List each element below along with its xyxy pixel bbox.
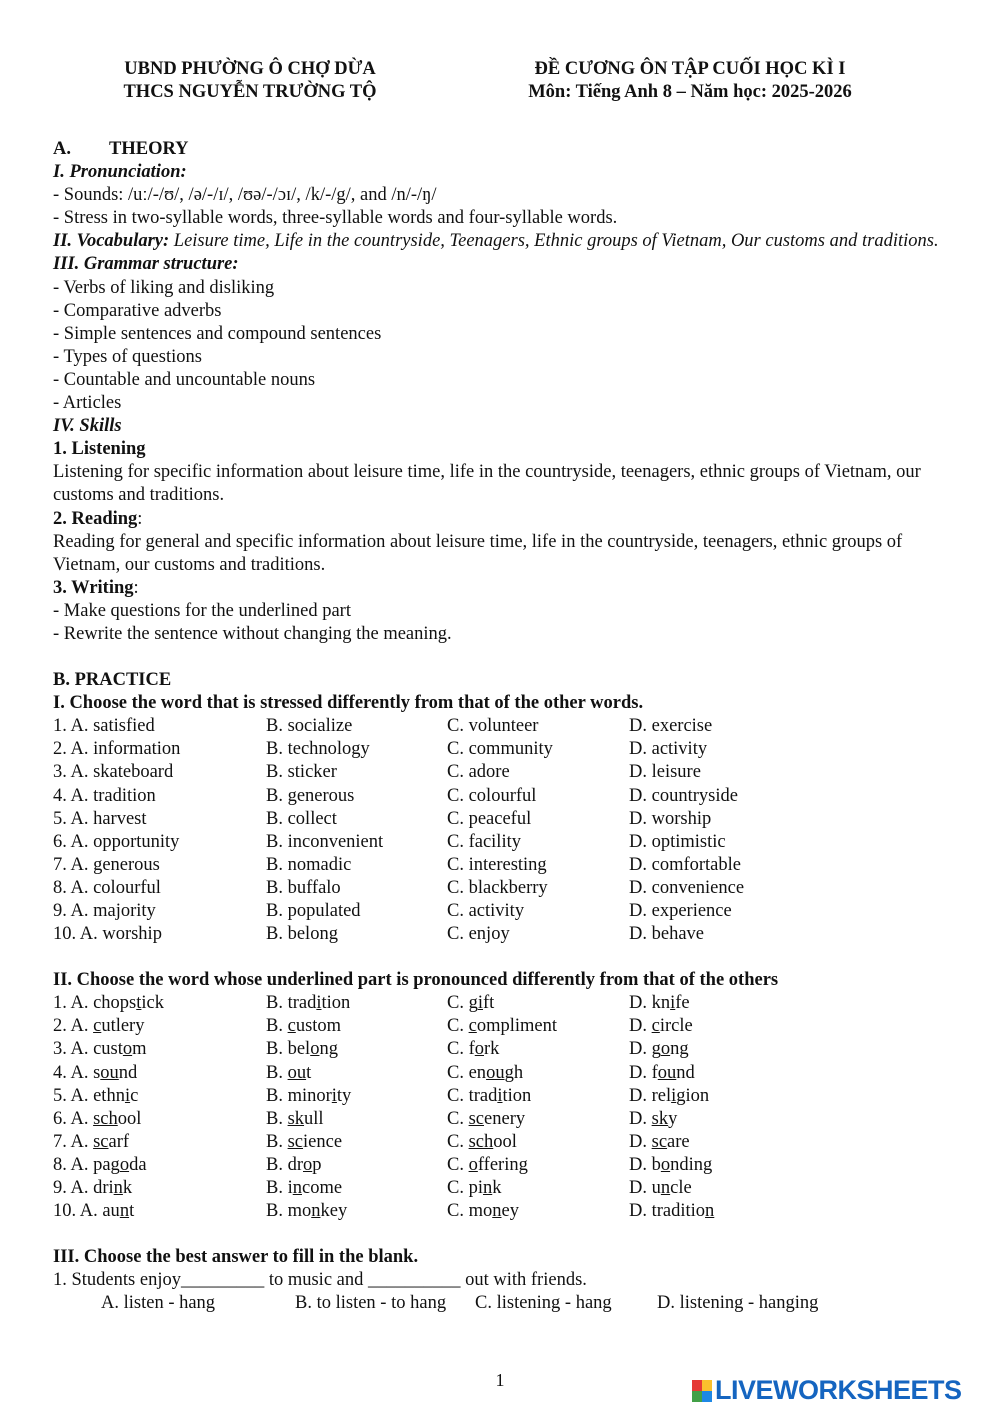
question-row: [53, 715, 973, 738]
question-row: [53, 738, 973, 761]
answer-option[interactable]: D. found: [629, 1062, 695, 1083]
answer-option[interactable]: C. compliment: [447, 1016, 557, 1037]
answer-option[interactable]: B. skull: [266, 1108, 324, 1129]
answer-option[interactable]: D. sky: [629, 1108, 678, 1129]
answer-option[interactable]: B. sticker: [266, 762, 337, 783]
answer-option[interactable]: B. buffalo: [266, 877, 341, 898]
writing-title-line: 3. Writing:: [53, 577, 139, 598]
underlined-part: n: [113, 1178, 123, 1199]
underlined-part: i: [316, 993, 322, 1014]
underlined-part: i: [477, 993, 483, 1014]
underlined-part: sch: [93, 1108, 118, 1129]
answer-option[interactable]: D. optimistic: [629, 831, 726, 852]
answer-option[interactable]: C. interesting: [447, 854, 547, 875]
underlined-part: n: [492, 1201, 502, 1222]
answer-option[interactable]: D. circle: [629, 1016, 693, 1037]
question-row: [53, 1038, 973, 1061]
pronunciation-title: I. Pronunciation:: [53, 162, 187, 183]
underlined-part: sk: [651, 1108, 669, 1129]
answer-option[interactable]: B. technology: [266, 739, 370, 760]
reading-text: Reading for general and specific information about leisure time, life in the countryside, teenagers, ethnic groups of Vietnam, our customs and traditions.: [53, 531, 903, 575]
answer-option[interactable]: B. nomadic: [266, 854, 352, 875]
grammar-item: - Countable and uncountable nouns: [53, 369, 316, 390]
question-row: [53, 877, 973, 900]
answer-option[interactable]: B. collect: [266, 808, 337, 829]
underlined-part: o: [303, 1154, 313, 1175]
answer-option[interactable]: D. religion: [629, 1085, 710, 1106]
answer-option[interactable]: C. enough: [447, 1062, 524, 1083]
question-row: [53, 761, 973, 784]
answer-option[interactable]: 2. A. cutlery: [53, 1016, 145, 1037]
answer-option[interactable]: 3. A. custom: [53, 1039, 147, 1060]
underlined-part: ou: [657, 1062, 677, 1083]
answer-option[interactable]: B. to listen - to hang: [295, 1293, 447, 1314]
answer-option[interactable]: B. socialize: [266, 716, 353, 737]
answer-option[interactable]: C. money: [447, 1201, 519, 1222]
underlined-part: i: [670, 993, 676, 1014]
underlined-part: n: [292, 1178, 302, 1199]
answer-option[interactable]: C. facility: [447, 831, 521, 852]
answer-option[interactable]: B. belong: [266, 1039, 338, 1060]
answer-option[interactable]: 5. A. ethnic: [53, 1085, 139, 1106]
document-body: [53, 138, 973, 1316]
question-row: [53, 1131, 973, 1154]
vocabulary-text: Leisure time, Life in the countryside, Teenagers, Ethnic groups of Vietnam, Our customs and traditions.: [173, 231, 939, 252]
skills-title: IV. Skills: [53, 416, 122, 437]
answer-option[interactable]: C. blackberry: [447, 877, 548, 898]
answer-option[interactable]: B. generous: [266, 785, 355, 806]
liveworksheets-logo-icon: [692, 1380, 712, 1402]
question-row: [53, 1108, 973, 1131]
answer-option[interactable]: B. minority: [266, 1085, 352, 1106]
answer-option[interactable]: 2. A. information: [53, 739, 181, 760]
answer-option[interactable]: D. convenience: [629, 877, 745, 898]
pronunciation-item: - Sounds: /uː/-/ʊ/, /ə/-/ɪ/, /ʊə/-/ɔɪ/, /k/-/g/, and /n/-/ŋ/: [53, 185, 437, 206]
theory-heading: [53, 138, 973, 161]
writing-list: [53, 600, 973, 646]
document-header: [480, 58, 900, 104]
answer-option[interactable]: C. activity: [447, 901, 525, 921]
underlined-part: o: [660, 1154, 671, 1175]
writing-item: - Rewrite the sentence without changing the meaning.: [53, 623, 452, 644]
grammar-list: [53, 277, 973, 416]
underlined-part: c: [93, 1016, 102, 1037]
section-2-title: II. Choose the word whose underlined part is pronounced differently from that of the others: [53, 970, 779, 991]
question-3-1-text: 1. Students enjoy_________ to music and __________ out with friends.: [53, 1270, 587, 1291]
answer-option[interactable]: B. science: [266, 1131, 343, 1152]
answer-option[interactable]: D. exercise: [629, 716, 713, 737]
answer-option[interactable]: C. gift: [447, 993, 495, 1014]
answer-option[interactable]: C. offering: [447, 1154, 528, 1175]
school-name: THCS NGUYỄN TRƯỜNG TỘ: [123, 82, 377, 102]
answer-option[interactable]: B. drop: [266, 1154, 322, 1175]
section-1-questions: [53, 715, 973, 946]
answer-option[interactable]: 10. A. aunt: [53, 1201, 135, 1222]
answer-option[interactable]: 4. A. tradition: [53, 785, 156, 806]
answer-option[interactable]: C. pink: [447, 1178, 502, 1199]
underlined-part: o: [310, 1039, 320, 1060]
underlined-part: sch: [468, 1131, 494, 1152]
underlined-part: n: [311, 1201, 321, 1222]
question-row: [53, 785, 973, 808]
underlined-part: o: [474, 1039, 484, 1060]
answer-option[interactable]: C. community: [447, 739, 553, 760]
underlined-part: t: [136, 993, 142, 1014]
subject-line: Môn: Tiếng Anh 8 – Năm học: 2025-2026: [528, 82, 852, 102]
question-row: [53, 831, 973, 854]
answer-option[interactable]: D. listening - hanging: [657, 1293, 819, 1314]
underlined-part: o: [119, 1154, 130, 1175]
answer-option[interactable]: 8. A. pagoda: [53, 1154, 147, 1175]
answer-option[interactable]: D. comfortable: [629, 854, 741, 875]
pronunciation-list: [53, 184, 973, 230]
underlined-part: c: [287, 1016, 296, 1037]
answer-option[interactable]: D. countryside: [629, 785, 738, 806]
answer-option[interactable]: C. tradition: [447, 1085, 532, 1106]
answer-option[interactable]: B. belong: [266, 924, 338, 945]
grammar-item: - Comparative adverbs: [53, 300, 222, 321]
section-3-title: III. Choose the best answer to fill in the blank.: [53, 1247, 419, 1268]
underlined-part: sc: [287, 1131, 304, 1152]
answer-option[interactable]: 5. A. harvest: [53, 808, 147, 829]
answer-option[interactable]: 9. A. majority: [53, 901, 156, 921]
underlined-part: n: [660, 1178, 671, 1199]
underlined-part: i: [497, 1085, 503, 1106]
practice-heading: B. PRACTICE: [53, 670, 172, 691]
answer-option[interactable]: C. listening - hang: [475, 1293, 612, 1314]
vocabulary-section: [53, 230, 973, 253]
answer-option[interactable]: C. enjoy: [447, 924, 510, 945]
answer-option[interactable]: 7. A. scarf: [53, 1131, 130, 1152]
question-row: [53, 923, 973, 946]
answer-option[interactable]: 10. A. worship: [53, 924, 162, 945]
reading-title-line: 2. Reading:: [53, 508, 143, 529]
theory-heading-text: THEORY: [109, 139, 189, 159]
grammar-item: - Types of questions: [53, 346, 202, 367]
underlined-part: n: [705, 1201, 715, 1222]
answer-option[interactable]: A. listen - hang: [101, 1293, 216, 1314]
answer-option[interactable]: 4. A. sound: [53, 1062, 138, 1083]
section-1-title: I. Choose the word that is stressed differently from that of the other words.: [53, 693, 644, 714]
grammar-title: III. Grammar structure:: [53, 254, 239, 275]
underlined-part: i: [331, 1085, 337, 1106]
answer-option[interactable]: 9. A. drink: [53, 1178, 133, 1199]
question-row: [53, 854, 973, 877]
question-3-1-options: [53, 1292, 973, 1315]
answer-option[interactable]: 1. A. satisfied: [53, 716, 155, 737]
underlined-part: sk: [287, 1108, 305, 1129]
answer-option[interactable]: D. knife: [629, 993, 690, 1014]
answer-option[interactable]: B. income: [266, 1178, 343, 1199]
grammar-item: - Articles: [53, 393, 122, 414]
underlined-part: c: [651, 1016, 660, 1037]
question-row: [53, 1154, 973, 1177]
underlined-part: sc: [468, 1108, 485, 1129]
vocabulary-title: II. Vocabulary:: [53, 231, 170, 252]
answer-option[interactable]: B. monkey: [266, 1201, 348, 1222]
underlined-part: n: [119, 1201, 130, 1222]
reading-title: 2. Reading: [53, 508, 138, 529]
question-row: [53, 900, 973, 923]
underlined-part: i: [671, 1085, 677, 1106]
listening-title: 1. Listening: [53, 439, 146, 460]
section-2-questions: [53, 992, 973, 1223]
underlined-part: o: [468, 1154, 478, 1175]
answer-option[interactable]: 6. A. opportunity: [53, 831, 180, 852]
question-row: [53, 1200, 973, 1223]
answer-option[interactable]: D. worship: [629, 808, 712, 829]
underlined-part: o: [122, 1039, 133, 1060]
underlined-part: sc: [651, 1131, 668, 1152]
answer-option[interactable]: C. school: [447, 1131, 517, 1152]
listening-text: Listening for specific information about leisure time, life in the countryside, teenagers, ethnic groups of Vietnam, our customs and traditions.: [53, 462, 921, 506]
underlined-part: c: [468, 1016, 477, 1037]
writing-item: - Make questions for the underlined part: [53, 600, 351, 621]
answer-option[interactable]: 8. A. colourful: [53, 877, 161, 898]
question-row: [53, 992, 973, 1015]
answer-option[interactable]: D. activity: [629, 739, 708, 760]
answer-option[interactable]: D. scare: [629, 1131, 690, 1152]
ward-name: UBND PHƯỜNG Ô CHỢ DỪA: [124, 59, 376, 79]
answer-option[interactable]: B. populated: [266, 901, 361, 921]
theory-heading-letter: A.: [53, 139, 71, 159]
underlined-part: o: [660, 1039, 671, 1060]
answer-option[interactable]: D. uncle: [629, 1178, 692, 1199]
answer-option[interactable]: 6. A. school: [53, 1108, 142, 1129]
liveworksheets-logo-text: LIVEWORKSHEETS: [715, 1375, 962, 1405]
answer-option[interactable]: 7. A. generous: [53, 854, 160, 875]
answer-option[interactable]: D. behave: [629, 924, 704, 945]
answer-option[interactable]: B. out: [266, 1062, 312, 1083]
grammar-item: - Simple sentences and compound sentences: [53, 323, 382, 344]
answer-option[interactable]: D. gong: [629, 1039, 689, 1060]
underlined-part: ou: [287, 1062, 307, 1083]
answer-option[interactable]: C. colourful: [447, 785, 537, 806]
question-row: [53, 808, 973, 831]
underlined-part: sc: [93, 1131, 109, 1152]
answer-option[interactable]: B. inconvenient: [266, 831, 384, 852]
answer-option[interactable]: D. leisure: [629, 762, 701, 783]
underlined-part: n: [482, 1178, 493, 1199]
liveworksheets-logo: [692, 1375, 962, 1406]
answer-option[interactable]: 3. A. skateboard: [53, 762, 174, 783]
question-row: [53, 1015, 973, 1038]
question-row: [53, 1177, 973, 1200]
answer-option[interactable]: C. scenery: [447, 1108, 526, 1129]
document-title: ĐỀ CƯƠNG ÔN TẬP CUỐI HỌC KÌ I: [534, 59, 846, 79]
writing-title: 3. Writing: [53, 577, 134, 598]
answer-option[interactable]: D. bonding: [629, 1154, 713, 1175]
answer-option[interactable]: C. peaceful: [447, 808, 532, 829]
underlined-part: ou: [100, 1062, 119, 1083]
answer-option[interactable]: C. volunteer: [447, 716, 539, 737]
answer-option[interactable]: 1. A. chopstick: [53, 993, 164, 1014]
underlined-part: i: [124, 1085, 131, 1106]
answer-option[interactable]: D. experience: [629, 901, 732, 921]
page-number: 1: [495, 1370, 505, 1390]
question-row: [53, 1062, 973, 1085]
answer-option[interactable]: D. tradition: [629, 1201, 715, 1222]
answer-option[interactable]: B. custom: [266, 1016, 342, 1037]
answer-option[interactable]: C. adore: [447, 762, 510, 783]
school-header: [80, 58, 420, 104]
underlined-part: ou: [486, 1062, 505, 1083]
answer-option[interactable]: B. tradition: [266, 993, 351, 1014]
question-row: [53, 1085, 973, 1108]
answer-option[interactable]: C. fork: [447, 1039, 500, 1060]
grammar-item: - Verbs of liking and disliking: [53, 277, 275, 298]
pronunciation-item: - Stress in two-syllable words, three-syllable words and four-syllable words.: [53, 208, 618, 229]
